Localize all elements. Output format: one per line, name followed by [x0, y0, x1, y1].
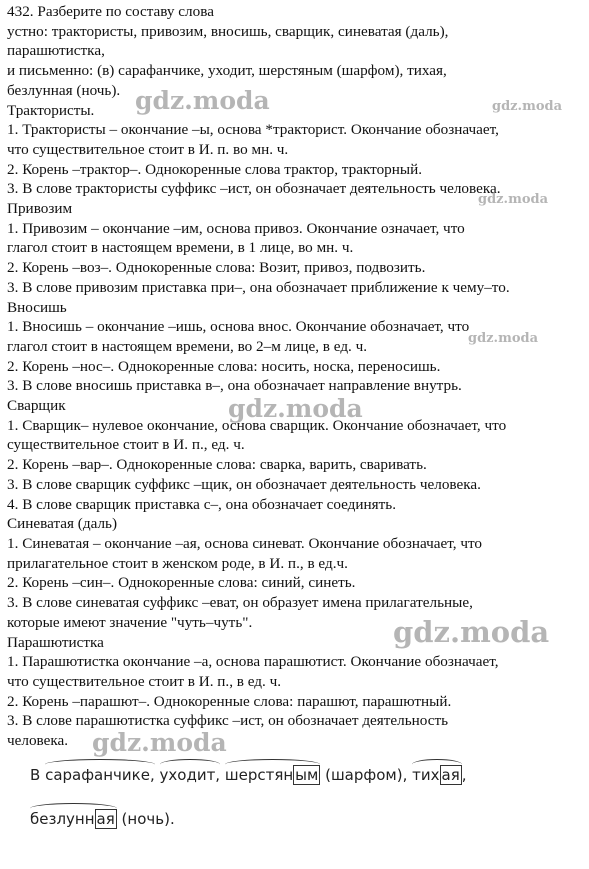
hw-stem: безлунн	[30, 810, 95, 828]
watermark: gdz.moda	[228, 394, 363, 423]
hw-stem: тих	[412, 766, 440, 784]
text-line: 2. Корень –парашют–. Однокоренные слова: парашют, парашютный.	[7, 692, 452, 710]
text-line: которые имеют значение "чуть–чуть".	[7, 613, 253, 631]
text-line: 3. В слове парашютистка суффикс –ист, он обозначает деятельность	[7, 712, 449, 730]
watermark: gdz.moda	[478, 192, 549, 207]
text-line: парашютистка,	[7, 42, 105, 60]
text-line: 2. Корень –трактор–. Однокоренные слова трактор, тракторный.	[7, 160, 423, 178]
section-heading: Парашютистка	[7, 633, 104, 651]
handwritten-line	[30, 806, 467, 850]
section-heading: Вносишь	[7, 298, 67, 316]
text-line: глагол стоит в настоящем времени, во 2–м лице, в ед. ч.	[7, 337, 368, 355]
text-line: 1. Сварщик– нулевое окончание, основа сварщик. Окончание обозначает, что	[7, 416, 507, 434]
watermark: gdz.moda	[393, 615, 550, 649]
handwritten-parsing	[30, 766, 467, 850]
hw-word	[30, 810, 117, 828]
watermark: gdz.moda	[135, 86, 270, 115]
handwritten-line	[30, 766, 467, 806]
section-heading: Синеватая (даль)	[7, 515, 118, 533]
hw-word	[225, 766, 320, 784]
text-line: 1. Парашютистка окончание –а, основа парашютист. Окончание обозначает,	[7, 653, 499, 671]
text-line: и письменно: (в) сарафанчике, уходит, шерстяным (шарфом), тихая,	[7, 62, 447, 80]
exercise-text	[7, 2, 582, 751]
hw-word: сарафанчике,	[45, 766, 155, 784]
text-line: безлунная (ночь).	[7, 81, 121, 99]
exercise-title: 432. Разберите по составу слова	[7, 3, 214, 20]
watermark: gdz.moda	[492, 99, 563, 114]
text-line: 3. В слове синеватая суффикс –еват, он образует имена прилагательные,	[7, 594, 473, 612]
text-line: 3. В слове привозим приставка при–, она обозначает приближение к чему–то.	[7, 278, 510, 296]
text-line: 3. В слове вносишь приставка в–, она обозначает направление внутрь.	[7, 377, 462, 395]
hw-ending: ая	[441, 766, 460, 784]
text-line: 2. Корень –син–. Однокоренные слова: синий, синеть.	[7, 574, 356, 592]
text-line: 1. Трактористы – окончание –ы, основа *тракторист. Окончание обозначает,	[7, 121, 499, 139]
text-line: 3. В слове трактористы суффикс –ист, он обозначает деятельность человека.	[7, 180, 501, 198]
section-heading: Трактористы.	[7, 101, 95, 119]
text-line: 3. В слове сварщик суффикс –щик, он обозначает деятельность человека.	[7, 475, 481, 493]
text-line: существительное стоит в И. п., ед. ч.	[7, 436, 245, 454]
text-line: глагол стоит в настоящем времени, в 1 лице, во мн. ч.	[7, 239, 354, 257]
watermark: gdz.moda	[92, 728, 227, 757]
hw-punct: ,	[461, 766, 467, 784]
watermark: gdz.moda	[468, 331, 539, 346]
hw-word: (шарфом),	[325, 766, 408, 784]
hw-ending: ым	[295, 766, 319, 784]
text-line: 1. Вносишь – окончание –ишь, основа внос. Окончание обозначает, что	[7, 318, 470, 336]
text-line: 4. В слове сварщик приставка с–, она обозначает соединять.	[7, 495, 397, 513]
text-line: что существительное стоит в И. п., в ед. ч.	[7, 672, 282, 690]
hw-stem: шерстян	[224, 766, 294, 784]
hw-word: (ночь).	[121, 810, 175, 828]
hw-word	[412, 766, 462, 784]
text-line: человека.	[7, 732, 69, 750]
hw-word: В	[30, 766, 41, 784]
text-line: устно: трактористы, привозим, вносишь, сварщик, синеватая (даль),	[7, 22, 449, 40]
hw-word: уходит,	[159, 766, 221, 784]
text-line: 1. Синеватая – окончание –ая, основа синеват. Окончание обозначает, что	[7, 534, 482, 552]
text-line: 1. Привозим – окончание –им, основа привоз. Окончание означает, что	[7, 219, 465, 237]
text-line: 2. Корень –воз–. Однокоренные слова: Возит, привоз, подвозить.	[7, 259, 426, 277]
text-line: 2. Корень –нос–. Однокоренные слова: носить, носка, переносишь.	[7, 357, 441, 375]
section-heading: Привозим	[7, 200, 73, 218]
hw-ending: ая	[96, 810, 115, 828]
text-line: 2. Корень –вар–. Однокоренные слова: сварка, варить, сваривать.	[7, 456, 427, 474]
text-line: что существительное стоит в И. п. во мн. ч.	[7, 140, 289, 158]
section-heading: Сварщик	[7, 397, 66, 415]
text-line: прилагательное стоит в женском роде, в И. п., в ед.ч.	[7, 554, 348, 572]
